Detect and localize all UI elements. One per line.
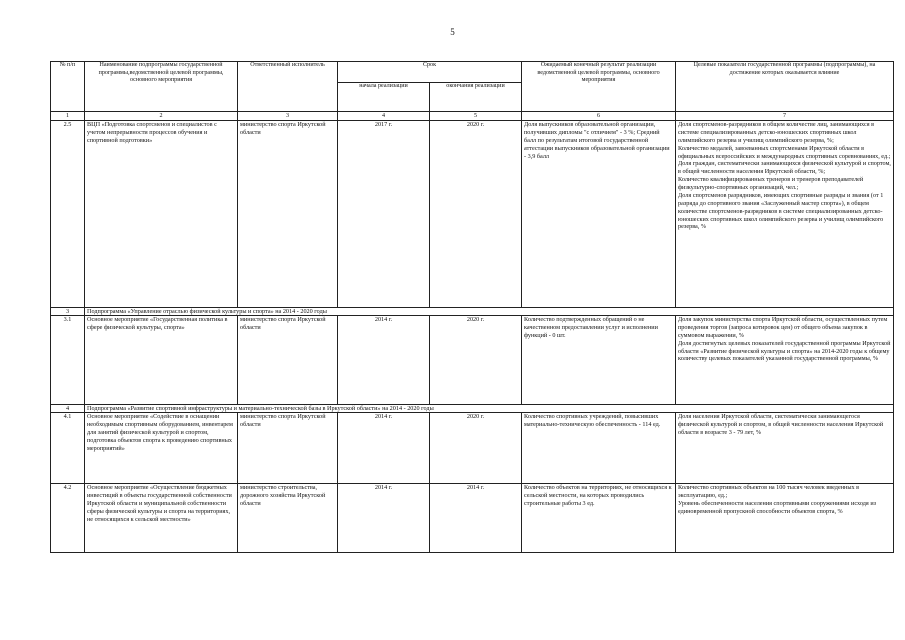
header-name: Наименование подпрограммы государственной программы,ведомственной целевой программы, основного мероприятия [85, 62, 238, 112]
header-result: Ожидаемый конечный результат реализации ведомственной целевой программы, основного мероприятия [522, 62, 676, 112]
indicator-item: Доля спортсменов разрядников, имеющих спортивные разряды и звания (от 1 разряда до спортивного звания «Заслуженный мастер спорта»), в общем количестве спортсменов-разрядников в системе специализированных детско-юношеских спортивных школ олимпийского резерва и училищ олимпийского резерва, % [678, 191, 884, 231]
row-responsible: министерство строительства, дорожного хозяйства Иркутской области [238, 484, 338, 553]
row-name: ВЦП «Подготовка спортсменов и специалистов с учетом непрерывности процессов обучения и спортивной подготовки» [85, 121, 238, 308]
row-name: Основное мероприятие «Осуществление бюджетных инвестиций в объекты государственной собственности Иркутской области и муниципальной собственности сферы физической культуры и спорта на территориях, не относящихся к сельской местности» [85, 484, 238, 553]
row-end: 2020 г. [430, 121, 522, 308]
indicator-item: Количество спортивных объектов на 100 тысяч человек введенных в эксплуатацию, ед.; [678, 484, 860, 499]
header-indicators: Целевые показатели государственной программы (подпрограммы), на достижение которых оказывается влияние [676, 62, 894, 112]
indicator-item: Уровень обеспеченности населения спортивными сооружениями исходя из единовременной пропускной способности объектов спорта, % [678, 499, 877, 515]
program-table [50, 61, 894, 553]
header-term-start: начала реализации [338, 83, 430, 112]
row-num: 4 [51, 405, 85, 413]
column-number: 3 [238, 112, 338, 121]
indicator-item: Доля спортсменов-разрядников в общем количестве лиц, занимающихся в системе специализированных детско-юношеских спортивных школ олимпийского резерва и училищ олимпийского резерва, %; [678, 121, 875, 144]
table-row [51, 413, 894, 484]
row-start: 2014 г. [338, 316, 430, 405]
row-result: Количество подтвержденных обращений о не качественном предоставлении услуг и исполнении функций - 0 шт. [522, 316, 676, 405]
row-end: 2014 г. [430, 484, 522, 553]
column-number: 1 [51, 112, 85, 121]
row-name: Основное мероприятие «Содействие в оснащении необходимым спортивным оборудованием, инвентарем для занятий физической культурой и спортом, подготовка объектов спорта к проведению спортивных мероприятий» [85, 413, 238, 484]
column-number: 5 [430, 112, 522, 121]
row-end: 2020 г. [430, 413, 522, 484]
row-num: 3 [51, 308, 85, 316]
row-responsible: министерство спорта Иркутской области [238, 413, 338, 484]
page-number: 5 [450, 27, 455, 37]
row-num: 2.5 [51, 121, 85, 308]
row-responsible: министерство спорта Иркутской области [238, 316, 338, 405]
header-term: Срок [338, 62, 522, 83]
row-num: 4.1 [51, 413, 85, 484]
row-start: 2017 г. [338, 121, 430, 308]
header-responsible: Ответственный исполнитель [238, 62, 338, 112]
header-num: № п/п [51, 62, 85, 112]
row-num: 4.2 [51, 484, 85, 553]
indicator-item: Количество квалифицированных тренеров и тренеров преподавателей физкультурно-спортивных организаций, чел.; [678, 176, 864, 191]
header-term-end: окончания реализации [430, 83, 522, 112]
indicator-item: Доля достигнутых целевых показателей государственной программы Иркутской области «Развитие физической культуры и спорта» на 2014-2020 годы к общему количеству целевых показателей указанной государственной программы, % [678, 339, 891, 363]
indicator-item: Количество медалей, завоеванных спортсменами Иркутской области в официальных всероссийских и международных спортивных соревнованиях, ед.; [678, 144, 891, 160]
row-indicators [676, 413, 894, 484]
column-number: 6 [522, 112, 676, 121]
table-row [51, 484, 894, 553]
row-indicators [676, 484, 894, 553]
subprogram-row [51, 308, 894, 316]
row-result: Количество объектов на территориях, не относящихся к сельской местности, на которых проводились строительные работы 3 ед. [522, 484, 676, 553]
row-start: 2014 г. [338, 413, 430, 484]
column-number: 7 [676, 112, 894, 121]
indicator-item: Доля закупок министерства спорта Иркутской области, осуществленных путем проведения торгов (запроса котировок цен) от общего объема закупок в суммовом выражении, % [678, 316, 888, 339]
column-number: 2 [85, 112, 238, 121]
table-row [51, 121, 894, 308]
row-start: 2014 г. [338, 484, 430, 553]
column-number: 4 [338, 112, 430, 121]
row-result: Количество спортивных учреждений, повысивших материально-техническую обеспеченность - 114 ед. [522, 413, 676, 484]
row-indicators [676, 121, 894, 308]
subprogram-title: Подпрограмма «Развитие спортивной инфраструктуры и материально-технической базы в Иркутской области» на 2014 - 2020 годы [85, 405, 894, 413]
subprogram-row [51, 405, 894, 413]
row-end: 2020 г. [430, 316, 522, 405]
indicator-item: Доля граждан, систематически занимающихся физической культурой и спортом, в общей численности населения Иркутской области, %; [678, 160, 891, 176]
row-name: Основное мероприятие «Государственная политика в сфере физической культуры, спорта» [85, 316, 238, 405]
subprogram-title: Подпрограмма «Управление отраслью физической культуры и спорта» на 2014 - 2020 годы [85, 308, 894, 316]
row-num: 3.1 [51, 316, 85, 405]
row-result: Доля выпускников образовательной организации, получивших дипломы "с отличием" - 3 %; Средний балл по результатам итоговой государственной аттестации выпускников образовательной организации - 3,9 балл [522, 121, 676, 308]
indicator-item: Доля населения Иркутской области, систематически занимающегося физической культурой и спортом, в общей численности населения Иркутской области в возрасте 3 - 79 лет, % [678, 413, 884, 436]
row-responsible: министерство спорта Иркутской области [238, 121, 338, 308]
table-row [51, 316, 894, 405]
row-indicators [676, 316, 894, 405]
